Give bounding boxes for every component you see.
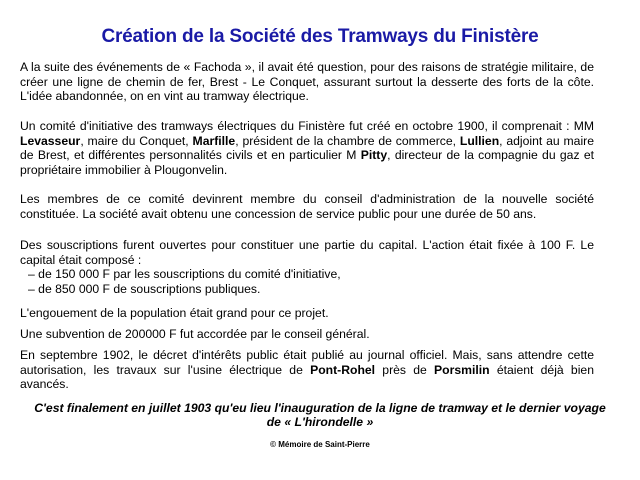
- list-item: – de 150 000 F par les souscriptions du comité d'initiative,: [28, 267, 341, 281]
- souscriptions-intro: Des souscriptions furent ouvertes pour constituer une partie du capital. L'action était fixée à 100 F. Le capital était composé :: [20, 238, 594, 267]
- list-item: – de 850 000 F de souscriptions publiques.: [28, 281, 261, 296]
- paragraph-text: , président de la chambre de commerce,: [235, 133, 460, 148]
- closing-statement: C'est finalement en juillet 1903 qu'eu lieu l'inauguration de la ligne de tramway et le dernier voyage de « L'hirondelle »: [34, 401, 606, 429]
- paragraph-subvention: Une subvention de 200000 F fut accordée par le conseil général.: [20, 327, 370, 341]
- place-pont-rohel: Pont-Rohel: [310, 362, 376, 377]
- copyright-notice: © Mémoire de Saint-Pierre: [270, 440, 370, 449]
- page-title: Création de la Société des Tramways du Finistère: [101, 26, 539, 47]
- paragraph-text: Un comité d'initiative des tramways électriques du Finistère fut créé en octobre 1900, il comprenait : MM: [20, 119, 594, 133]
- paragraph-text: près de: [375, 362, 435, 377]
- paragraph-text: , maire du Conquet,: [80, 133, 193, 148]
- paragraph-text: , directeur de la compagnie du gaz et propriétaire immobilier à Plougonvelin.: [20, 148, 594, 177]
- paragraph-text: étaient déjà bien avancés.: [20, 362, 594, 391]
- name-levasseur: Levasseur: [20, 133, 81, 148]
- paragraph-text: , adjoint au maire de Brest, et différentes personnalités civils et en particulier M: [20, 133, 594, 162]
- name-lullien: Lullien: [459, 133, 500, 148]
- name-marfille: Marfille: [192, 133, 236, 148]
- place-porsmilin: Porsmilin: [434, 362, 490, 377]
- paragraph-decret: [20, 348, 594, 392]
- paragraph-text: En septembre 1902, le décret d'intérêts public était publié au journal officiel. Mais, sans attendre cette autorisation, les travaux sur l'usine électrique de: [20, 348, 594, 377]
- name-pitty: Pitty: [360, 148, 388, 162]
- paragraph-membres: Les membres de ce comité devinrent membre du conseil d'administration de la nouvelle société constituée. La société avait obtenu une concession de service public pour une durée de 50 ans.: [20, 192, 594, 221]
- paragraph-comite: [20, 119, 594, 177]
- paragraph-engouement: L'engouement de la population était grand pour ce projet.: [20, 306, 329, 320]
- paragraph-souscriptions: [20, 238, 594, 296]
- paragraph-fachoda: A la suite des événements de « Fachoda », il avait été question, pour des raisons de stratégie militaire, de créer une ligne de chemin de fer, Brest - Le Conquet, assurant surtout la desserte des forts de la côte. L'idée abandonnée, on en vint au tramway électrique.: [20, 60, 594, 103]
